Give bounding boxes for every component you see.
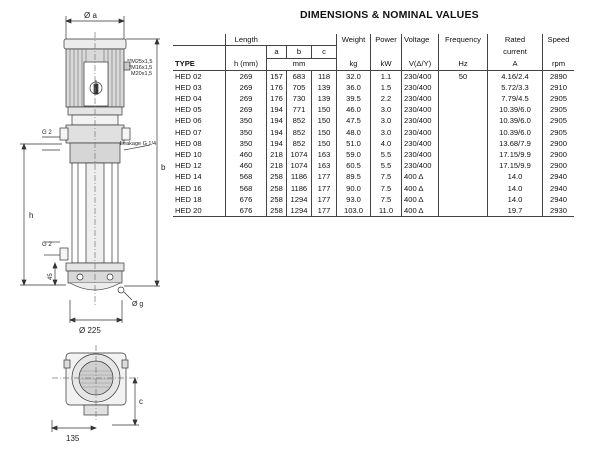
cell-freq [439, 205, 488, 217]
h-dimension-label: h [29, 211, 34, 220]
cell-c: 177 [312, 172, 337, 183]
cell-b: 705 [287, 82, 312, 93]
cell-voltage: 230/400 [402, 138, 439, 149]
cell-h: 676 [226, 205, 267, 217]
cell-speed: 2910 [550, 82, 567, 92]
table-row [173, 149, 574, 160]
cell-c: 118 [312, 70, 337, 82]
cell-type: HED 14 [175, 172, 202, 182]
col-c-header: c [312, 46, 337, 58]
speed-header: Speed [547, 35, 570, 45]
cell-power: 3.0 [371, 104, 402, 115]
cell-current: 17.15/9.9 [488, 160, 543, 171]
cell-b: 852 [287, 116, 312, 127]
cell-speed: 2890 [550, 71, 567, 81]
cell-type: HED 04 [175, 94, 202, 104]
cell-type: HED 18 [175, 194, 202, 204]
thread-label-3: M20x1,5 [131, 71, 153, 77]
cell-current: 5.72/3.3 [488, 82, 543, 93]
cell-a: 157 [267, 70, 287, 82]
cell-freq [439, 183, 488, 194]
cell-voltage: 230/400 [402, 82, 439, 93]
header-row-2 [173, 46, 574, 58]
pump-technical-drawing [0, 0, 175, 453]
cell-weight: 36.0 [337, 82, 371, 93]
cell-b: 1074 [287, 149, 312, 160]
cell-a: 258 [267, 183, 287, 194]
cell-h: 460 [226, 160, 267, 171]
cell-h: 460 [226, 149, 267, 160]
cell-power: 5.5 [371, 149, 402, 160]
cell-weight: 51.0 [337, 138, 371, 149]
cell-weight: 32.0 [337, 70, 371, 82]
cell-current: 10.39/6.0 [488, 104, 543, 115]
cell-b: 852 [287, 127, 312, 138]
cell-a: 194 [267, 127, 287, 138]
kw-unit-header: kW [371, 58, 402, 70]
cell-freq [439, 116, 488, 127]
cell-power: 3.0 [371, 127, 402, 138]
cell-c: 150 [312, 104, 337, 115]
cell-current: 7.79/4.5 [488, 93, 543, 104]
cell-freq [439, 172, 488, 183]
cell-type: HED 05 [175, 105, 202, 115]
cell-power: 7.5 [371, 194, 402, 205]
cell-c: 177 [312, 205, 337, 217]
table-row [173, 160, 574, 171]
table-row [173, 82, 574, 93]
g2-bottom-label: G 2 [42, 242, 52, 248]
cell-freq [439, 194, 488, 205]
cell-voltage: 230/400 [402, 160, 439, 171]
rated-current-header-2: current [488, 46, 543, 58]
cell-a: 258 [267, 194, 287, 205]
dim-45-label: 45 [48, 273, 54, 280]
cell-freq: 50 [439, 70, 488, 82]
cell-speed: 2930 [543, 205, 575, 217]
table-row [173, 138, 574, 149]
cell-weight: 103.0 [337, 205, 371, 217]
cell-weight: 60.5 [337, 160, 371, 171]
cell-c: 139 [312, 93, 337, 104]
cell-a: 258 [267, 172, 287, 183]
table-row [173, 205, 574, 217]
cell-c: 163 [312, 160, 337, 171]
cell-freq [439, 127, 488, 138]
cell-weight: 93.0 [337, 194, 371, 205]
cell-a: 194 [267, 116, 287, 127]
cell-power: 1.5 [371, 82, 402, 93]
cell-current: 14.0 [488, 183, 543, 194]
rated-current-header-1: Rated [488, 34, 543, 46]
cell-freq [439, 138, 488, 149]
cell-type: HED 10 [175, 150, 202, 159]
cell-speed: 2900 [550, 161, 567, 171]
cell-voltage: 400 Δ [402, 172, 439, 183]
cell-voltage: 230/400 [402, 104, 439, 115]
cell-current: 10.39/6.0 [488, 127, 543, 138]
phi-a-label: Ø a [84, 11, 97, 20]
cell-current: 17.15/9.9 [488, 149, 543, 160]
cell-c: 150 [312, 127, 337, 138]
cell-type: HED 06 [175, 116, 202, 126]
table-row [173, 93, 574, 104]
cell-speed: 2940 [550, 172, 567, 182]
cell-c: 163 [312, 149, 337, 160]
length-header: Length [226, 34, 267, 46]
cell-power: 3.0 [371, 116, 402, 127]
g2-top-label: G 2 [42, 130, 52, 136]
page-title: DIMENSIONS & NOMINAL VALUES [300, 9, 479, 21]
cell-b: 1186 [287, 172, 312, 183]
cell-voltage: 230/400 [402, 127, 439, 138]
table-row [173, 116, 574, 127]
cell-weight: 90.0 [337, 183, 371, 194]
cell-type: HED 12 [175, 161, 202, 171]
cell-type: HED 02 [175, 71, 202, 81]
cell-freq [439, 104, 488, 115]
cell-b: 852 [287, 138, 312, 149]
cell-a: 176 [267, 82, 287, 93]
cell-a: 218 [267, 149, 287, 160]
c-dimension-label: c [139, 397, 143, 406]
cell-type: HED 08 [175, 138, 202, 148]
cell-voltage: 230/400 [402, 70, 439, 82]
table-row [173, 183, 574, 194]
cell-current: 14.0 [488, 194, 543, 205]
cell-speed: 2900 [550, 138, 567, 148]
table-row [173, 194, 574, 205]
cell-power: 5.5 [371, 160, 402, 171]
cell-a: 194 [267, 138, 287, 149]
cell-freq [439, 93, 488, 104]
table-row [173, 70, 574, 82]
mm-unit-header: mm [287, 58, 312, 70]
frequency-header: Frequency [439, 34, 488, 46]
cell-current: 13.68/7.9 [488, 138, 543, 149]
cell-voltage: 400 Δ [402, 205, 439, 217]
cell-power: 7.5 [371, 183, 402, 194]
cell-h: 350 [226, 116, 267, 127]
cell-type: HED 07 [175, 127, 202, 137]
cell-freq [439, 149, 488, 160]
cell-power: 2.2 [371, 93, 402, 104]
h-unit-header: h (mm) [226, 58, 267, 70]
b-dimension-label: b [161, 163, 166, 172]
cell-h: 269 [226, 104, 267, 115]
table-row [173, 127, 574, 138]
cell-weight: 89.5 [337, 172, 371, 183]
header-units-row [173, 58, 574, 70]
cell-speed: 2905 [550, 116, 567, 126]
table-row [173, 172, 574, 183]
cell-freq [439, 160, 488, 171]
kg-unit-header: kg [337, 58, 371, 70]
cell-type: HED 16 [175, 183, 202, 193]
cell-weight: 46.0 [337, 104, 371, 115]
voltage-header: Voltage [402, 34, 439, 46]
cell-current: 10.39/6.0 [488, 116, 543, 127]
cell-a: 194 [267, 104, 287, 115]
cell-voltage: 230/400 [402, 149, 439, 160]
amp-unit-header: A [488, 58, 543, 70]
cell-h: 350 [226, 127, 267, 138]
cell-power: 4.0 [371, 138, 402, 149]
thread-label-1: **M25x1,5 [127, 59, 153, 65]
cell-c: 150 [312, 138, 337, 149]
col-a-header: a [267, 46, 287, 58]
cell-power: 11.0 [371, 205, 402, 217]
cell-b: 1294 [287, 205, 312, 217]
cell-speed: 2905 [550, 94, 567, 104]
cell-speed: 2940 [550, 183, 567, 193]
rpm-unit-header: rpm [543, 58, 575, 70]
cell-h: 269 [226, 70, 267, 82]
cell-a: 258 [267, 205, 287, 217]
cell-c: 177 [312, 194, 337, 205]
cell-c: 177 [312, 183, 337, 194]
col-b-header: b [287, 46, 312, 58]
cell-type: HED 03 [175, 82, 202, 92]
cell-type: HED 20 [173, 205, 226, 217]
dimensions-table [173, 34, 574, 217]
cell-current: 14.0 [488, 172, 543, 183]
cell-b: 1074 [287, 160, 312, 171]
type-header: TYPE [173, 58, 226, 70]
cell-h: 350 [226, 138, 267, 149]
table-row [173, 104, 574, 115]
cell-h: 269 [226, 82, 267, 93]
cell-b: 771 [287, 104, 312, 115]
cell-speed: 2940 [550, 194, 567, 204]
cell-power: 7.5 [371, 172, 402, 183]
cell-voltage: 230/400 [402, 116, 439, 127]
cell-current: 19.7 [488, 205, 543, 217]
cell-h: 269 [226, 93, 267, 104]
cell-a: 218 [267, 160, 287, 171]
cell-freq [439, 82, 488, 93]
hz-unit-header: Hz [439, 58, 488, 70]
cell-h: 676 [226, 194, 267, 205]
cell-c: 150 [312, 116, 337, 127]
cell-h: 568 [226, 183, 267, 194]
cell-power: 1.1 [371, 70, 402, 82]
cell-current: 4.16/2.4 [488, 70, 543, 82]
cell-b: 1294 [287, 194, 312, 205]
weight-header: Weight [337, 34, 371, 46]
power-header: Power [371, 34, 402, 46]
cell-voltage: 400 Δ [402, 183, 439, 194]
cell-h: 568 [226, 172, 267, 183]
header-row-1 [173, 34, 574, 46]
cell-voltage: 400 Δ [402, 194, 439, 205]
leakage-label: Leakage G 1/4 [120, 141, 157, 147]
cell-weight: 39.5 [337, 93, 371, 104]
phi-g-label: Ø g [132, 301, 144, 308]
cell-b: 730 [287, 93, 312, 104]
cell-c: 139 [312, 82, 337, 93]
cell-voltage: 230/400 [402, 93, 439, 104]
cell-speed: 2900 [550, 150, 567, 159]
dim-135-label: 135 [66, 434, 80, 443]
cell-weight: 48.0 [337, 127, 371, 138]
cell-b: 683 [287, 70, 312, 82]
v-unit-header: V(Δ/Y) [402, 58, 439, 70]
cell-speed: 2905 [550, 127, 567, 137]
cell-a: 176 [267, 93, 287, 104]
cell-speed: 2905 [550, 105, 567, 115]
cell-weight: 59.0 [337, 149, 371, 160]
cell-weight: 47.5 [337, 116, 371, 127]
phi-225-label: Ø 225 [79, 326, 101, 335]
cell-b: 1186 [287, 183, 312, 194]
thread-label-2: *M16x1,5 [129, 65, 153, 71]
